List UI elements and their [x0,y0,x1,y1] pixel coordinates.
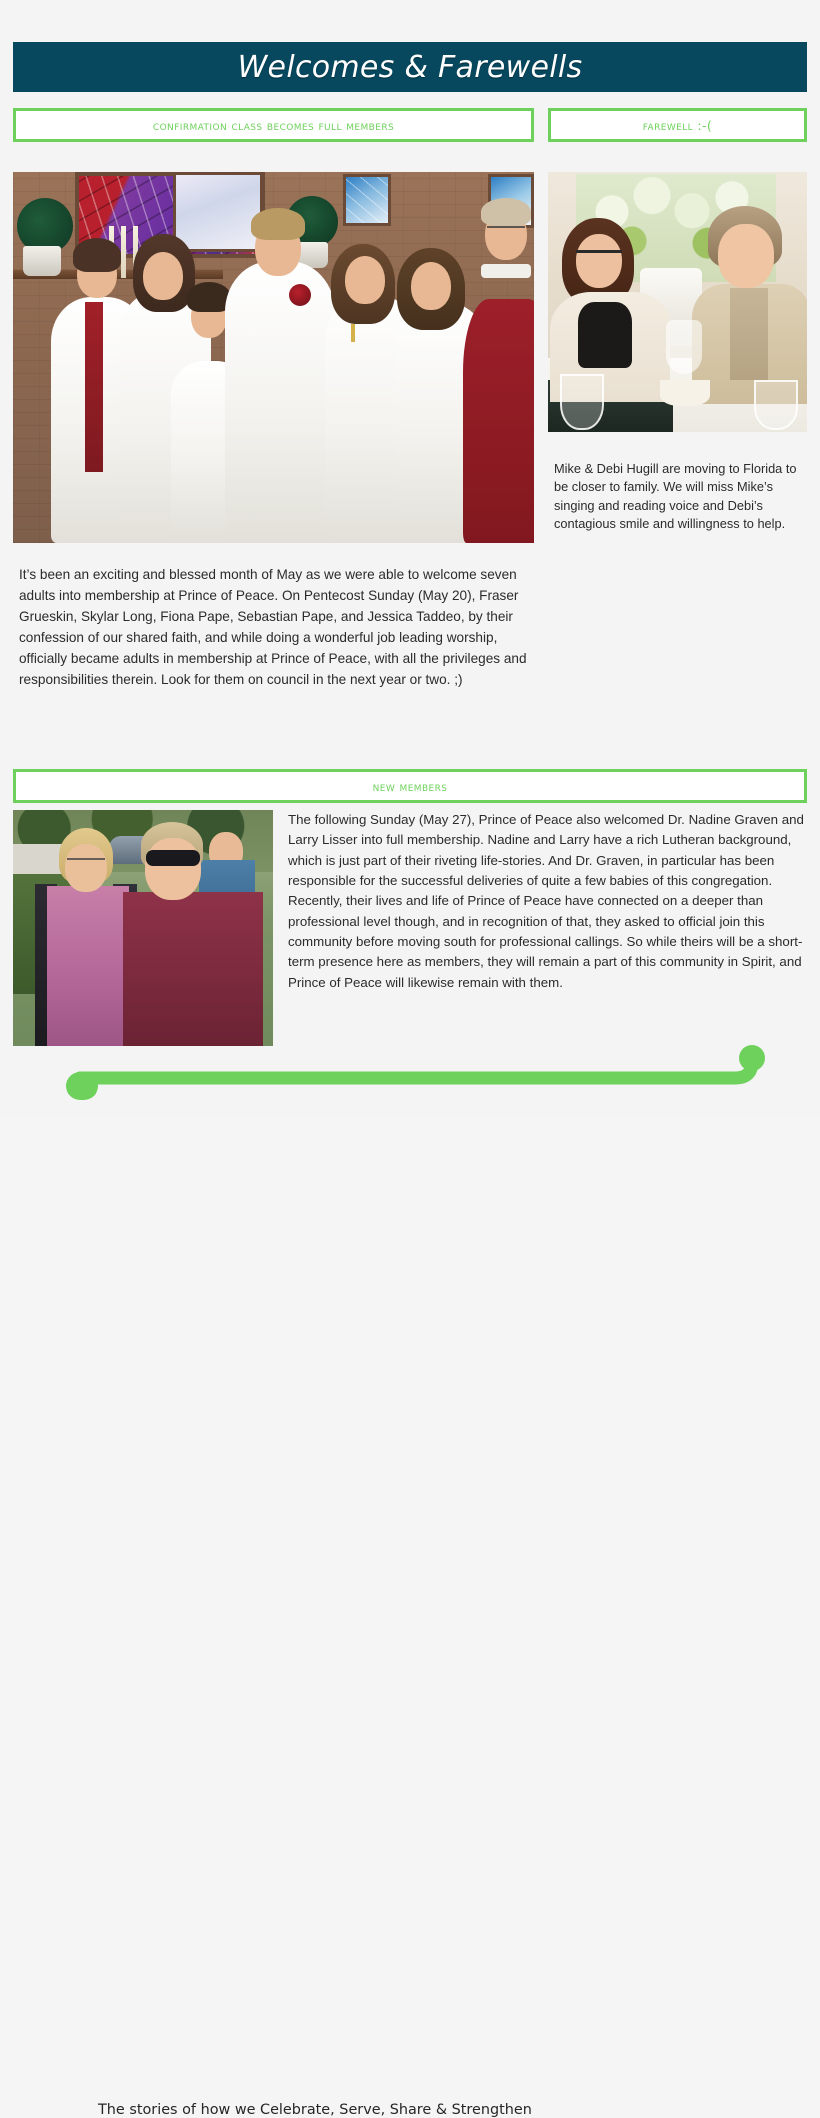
eyeglasses-icon [487,226,525,234]
new-members-photo [13,810,273,1046]
figure-larry-shirt [123,892,263,1046]
bowl-on-table [660,380,710,406]
larry-sunglasses-icon [146,850,200,866]
farewell-caption: Mike & Debi Hugill are moving to Florida to be closer to family. We will miss Mike’s singing and reading voice and Debi’s contagious smile and willingness to help. [554,461,797,532]
red-stole [85,302,103,472]
figure-confirmand-3-robe [225,261,335,543]
section-header-confirmation-label: confirmation class becomes full members [152,117,395,133]
figure-nadine-face [65,844,107,892]
page-footer [0,1040,820,2118]
section-header-confirmation [13,108,534,142]
figure-mike-shirt [730,288,768,380]
footer-tagline: The stories of how we Celebrate, Serve, Share & Strengthen [98,2102,532,2118]
cross-necklace [351,324,355,342]
figure-larry-face [145,838,201,900]
new-members-article-body: The following Sunday (May 27), Prince of Peace also welcomed Dr. Nadine Graven and Larry Lisser into full membership. Nadine and Larry have a rich Lutheran background, which is just part of their riveting life-stories. And Dr. Graven, in particular has been responsible for the successful deliveries of quite a few babies of this congregation. Recently, their lives and life of Prince of Peace have connected on a deeper than professional level though, and in recognition of that, they asked to official join this community before moving south for professional callings. So while theirs will be a short-term presence here as members, they will remain a part of this community in Spirit, and Prince of Peace will likewise remain with them. [288,812,804,990]
figure-confirmand-4-face [345,256,385,304]
red-rose-boutonniere [289,284,311,306]
section-header-new-members-label: new members [372,778,448,794]
confirmation-class-photo [13,172,534,543]
footer-green-swoosh-icon [0,1040,820,1100]
altar-candle-2 [121,226,126,278]
page-title: Welcomes & Farewells [237,49,583,85]
masthead-banner [13,42,807,92]
figure-adult-hair [481,198,531,226]
figure-mike-face [718,224,774,288]
figure-pastor-hair [73,238,121,272]
figure-debi-face [576,234,622,288]
figure-nadine-shirt [47,886,129,1046]
figure-confirmand-3-hair [251,208,305,240]
clerical-collar [481,264,531,278]
wine-glass-right [754,380,798,430]
figure-debi-dress [578,302,632,368]
toast-glass [666,320,702,374]
section-header-new-members [13,769,807,803]
plant-pot-left [23,246,61,276]
debi-eyeglasses-icon [576,250,622,259]
stained-glass-window-small-left [343,174,391,226]
stained-glass-window-pale [173,172,263,252]
figure-confirmand-5-face [411,262,451,310]
wine-glass-left [560,374,604,430]
hugill-farewell-photo [548,172,807,432]
section-header-farewell-label: farewell :-( [642,117,713,133]
confirmation-article-body: It’s been an exciting and blessed month of May as we were able to welcome seven adults into membership at Prince of Peace. On Pentecost Sunday (May 20), Fraser Grueskin, Skylar Long, Fiona Pape, Sebastian Pape, and Jessica Taddeo, by their confession of our shared faith, and while doing a wonderful job leading worship, officially became adults in membership at Prince of Peace, with all the privileges and responsibilities therein. Look for them on council in the next year or two. ;) [19,567,527,688]
nadine-eyeglasses-icon [67,858,105,866]
section-header-farewell [548,108,807,142]
figure-confirmand-1-face-overlay [143,252,183,300]
figure-adult-red-sweater [463,299,534,543]
